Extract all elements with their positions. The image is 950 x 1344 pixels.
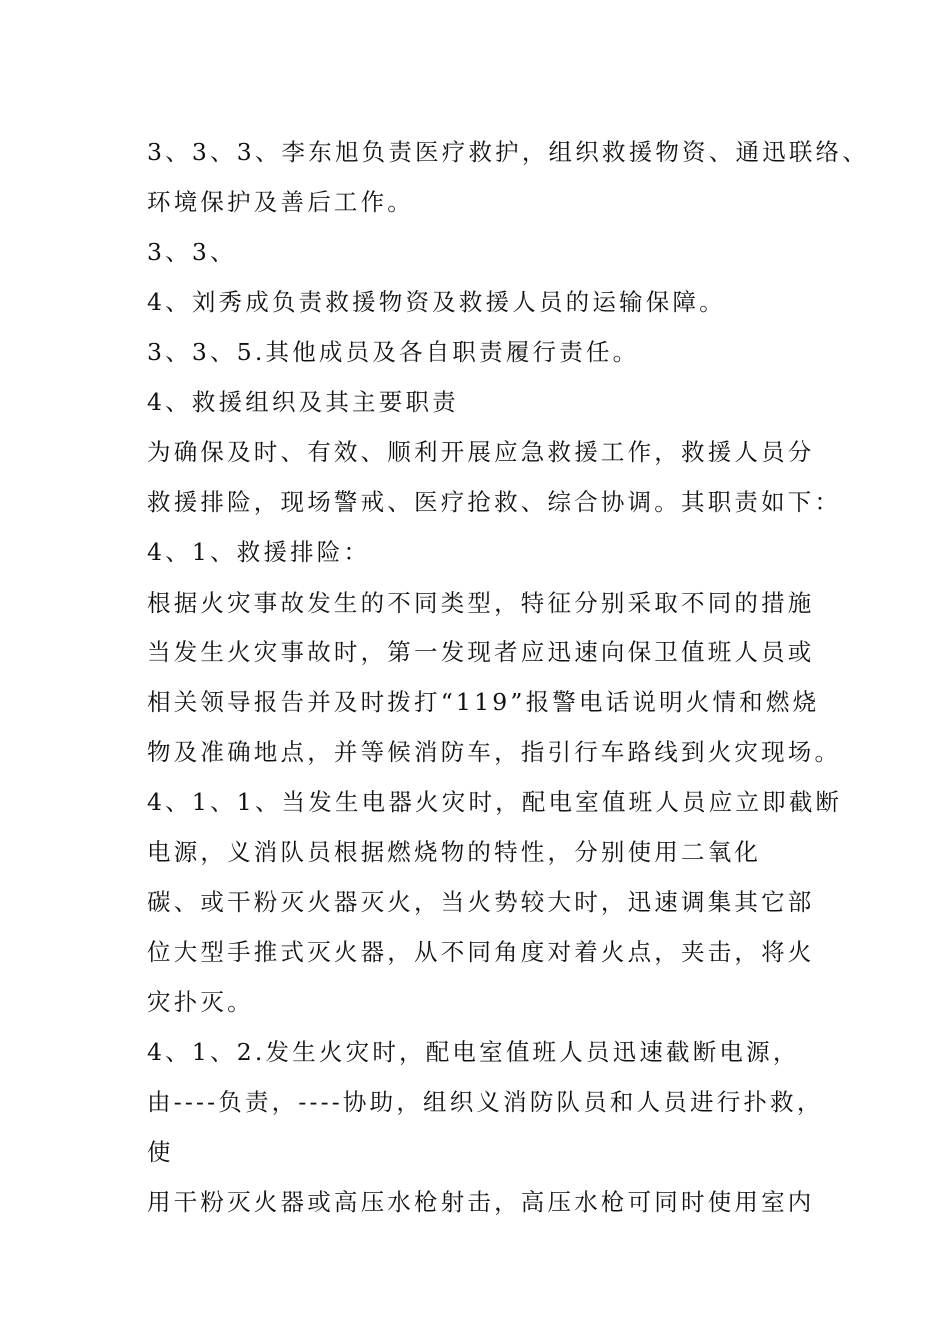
text-line: 使	[147, 1138, 174, 1166]
text-line: 由----负责，----协助，组织义消防队员和人员进行扑救，	[147, 1088, 824, 1116]
text-line: 位大型手推式灭火器，从不同角度对着火点，夹击，将火	[147, 938, 815, 966]
text-line: 4、1、2.发生火灾时，配电室值班人员迅速截断电源，	[147, 1038, 800, 1066]
text-line: 3、3、3、李东旭负责医疗救护，组织救援物资、通迅联络、	[147, 138, 869, 166]
text-line: 为确保及时、有效、顺利开展应急救援工作，救援人员分	[147, 438, 815, 466]
text-line: 3、3、5.其他成员及各自职责履行责任。	[147, 338, 640, 366]
text-line: 用干粉灭火器或高压水枪射击，高压水枪可同时使用室内	[147, 1188, 815, 1216]
text-line: 当发生火灾事故时，第一发现者应迅速向保卫值班人员或	[147, 638, 815, 666]
text-line: 碳、或干粉灭火器灭火，当火势较大时，迅速调集其它部	[147, 888, 815, 916]
text-line: 根据火灾事故发生的不同类型，特征分别采取不同的措施	[147, 589, 815, 617]
text-line: 相关领导报告并及时拨打“119”报警电话说明火情和燃烧	[147, 688, 820, 716]
section-heading: 4、救援组织及其主要职责	[147, 388, 459, 416]
subsection-heading: 4、1、救援排险：	[147, 538, 371, 566]
text-line: 物及准确地点，并等候消防车，指引行车路线到火灾现场。	[147, 738, 842, 766]
text-line: 救援排险，现场警戒、医疗抢救、综合协调。其职责如下：	[147, 488, 842, 516]
text-line: 4、1、1、当发生电器火灾时，配电室值班人员应立即截断	[147, 788, 843, 816]
text-line: 环境保护及善后工作。	[147, 188, 414, 216]
text-line: 4、刘秀成负责救援物资及救援人员的运输保障。	[147, 288, 726, 316]
text-line: 电源，义消队员根据燃烧物的特性，分别使用二氧化	[147, 838, 762, 866]
text-line: 3、3、	[147, 238, 237, 266]
text-line: 灾扑灭。	[147, 988, 254, 1016]
